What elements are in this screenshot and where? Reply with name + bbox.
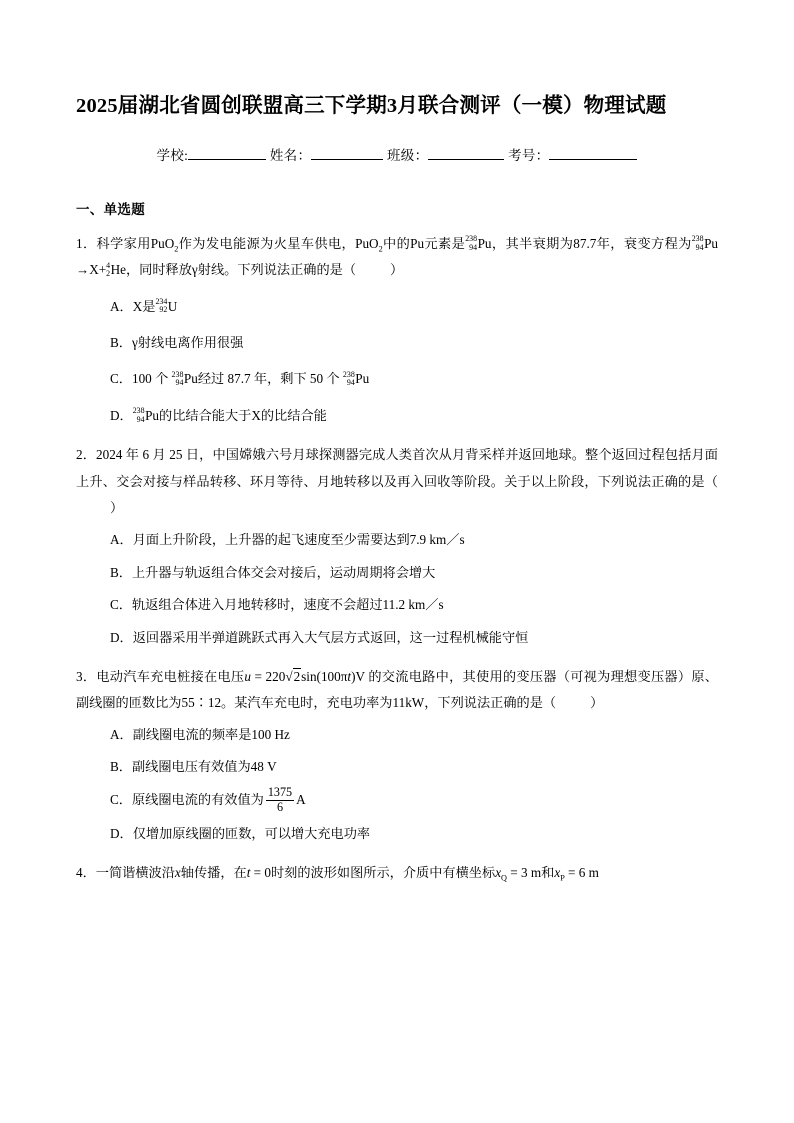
q3-text-b: = 220 (250, 669, 286, 685)
q3-opt-a-label: A． (110, 726, 133, 742)
q1-opt-c-text-a: 100 个 (131, 371, 172, 387)
name-label: 姓名： (269, 147, 312, 163)
q2-opt-d-text: 返回器采用半弹道跳跃式再入大气层方式返回，这一过程机械能守恒 (132, 629, 529, 645)
q1-opt-c-iso1-atomic: 94 (175, 378, 184, 388)
q4-text-d: = 3 m和 (506, 864, 555, 880)
q1-opt-d-text: 的比结合能大于X的比结合能 (159, 407, 327, 423)
q1-opt-c-iso2-atomic: 94 (346, 378, 355, 388)
q3-radicand: 2 (293, 669, 301, 685)
school-blank[interactable] (188, 146, 266, 160)
q1-text-3: 中的Pu元素是 (382, 235, 466, 251)
exam-meta-line (76, 144, 718, 164)
q3-opt-a-text: 副线圈电流的频率是100 Hz (132, 726, 290, 742)
q3-frac-den: 6 (276, 799, 284, 814)
q2-number: 2 (76, 447, 83, 463)
q3-text-a: ．电动汽车充电桩接在电压 (82, 669, 245, 685)
q1-sub-2: 2 (378, 244, 383, 254)
q1-opt-a-text: X是 (132, 298, 156, 314)
q4-var-xq: x (495, 864, 502, 880)
q4-var-t: t (246, 864, 251, 880)
q2-opt-c-text: 轨返组合体进入月地转移时，速度不会超过11.2 km／s (131, 597, 444, 613)
q1-opt-a-iso-mass: 234 (155, 297, 168, 307)
question-3-option-a[interactable] (110, 722, 718, 748)
q3-opt-d-text: 仅增加原线圈的匝数，可以增大充电功率 (132, 825, 371, 841)
fraction-1375-6 (266, 786, 294, 814)
question-1-option-d[interactable] (110, 403, 718, 429)
exam-no-blank[interactable] (549, 146, 637, 160)
q1-iso1-mass: 238 (465, 234, 478, 244)
q2-text: ．2024 年 6 月 25 日，中国嫦娥六号月球探测器完成人类首次从月背采样并返回地球。整个返回过程包括月面上升、交会对接与样品转移、环月等待、月地转移以及再入回收等阶段。关于以上阶段，下列说法正确的是（ (76, 447, 718, 489)
question-4-stem (76, 860, 718, 886)
question-2-stem (76, 442, 718, 521)
q1-opt-d-iso-atomic: 94 (136, 414, 145, 424)
q4-text-b: 轴传播，在 (180, 864, 247, 880)
q1-number: 1 (76, 235, 83, 251)
q1-opt-a-iso-atomic: 92 (159, 305, 168, 315)
q2-opt-c-label: C． (110, 597, 132, 613)
q1-opt-d-iso-mass: 238 (132, 406, 145, 416)
section-title: 一、单选题 (76, 201, 145, 217)
q1-iso3-mass: 4 (106, 260, 111, 270)
q1-opt-b-label: B． (110, 335, 132, 351)
q1-opt-c-iso2-symbol: Pu (355, 371, 370, 387)
q1-iso1-atomic: 94 (469, 242, 478, 252)
q3-text-c: sin(100π (301, 669, 348, 685)
q3-text-end: ） (590, 694, 604, 710)
question-1-option-b[interactable] (110, 330, 718, 356)
isotope-pu238-d (133, 403, 159, 429)
q3-frac-num: 1375 (267, 785, 293, 800)
question-3-option-b[interactable] (110, 754, 718, 780)
name-blank[interactable] (311, 146, 383, 160)
q1-text-1: ．科学家用PuO (82, 235, 175, 251)
question-2-option-b[interactable] (110, 560, 718, 586)
q2-opt-b-text: 上升器与轨返组合体交会对接后，运动周期将会增大 (131, 564, 436, 580)
question-1-stem (76, 231, 718, 284)
q1-opt-d-label: D． (110, 407, 133, 423)
q1-opt-a-iso-symbol: U (167, 298, 178, 314)
isotope-pu238-c2 (343, 366, 369, 392)
question-1-option-c[interactable] (110, 366, 718, 392)
q1-product: X+ (89, 262, 107, 278)
q1-iso3-atomic: 2 (106, 268, 111, 278)
question-2-option-a[interactable] (110, 527, 718, 553)
q1-sub-1: 2 (174, 244, 179, 254)
q4-number: 4 (76, 864, 83, 880)
q4-var-xq-sub: Q (501, 873, 507, 883)
q3-opt-b-text: 副线圈电压有效值为48 V (131, 758, 277, 774)
q1-opt-c-text-b: 经过 87.7 年，剩下 50 个 (197, 371, 343, 387)
q4-var-x: x (174, 864, 181, 880)
q1-iso3-symbol: He (110, 262, 126, 278)
sqrt-symbol: √2 (285, 669, 301, 685)
q3-var-t: t (347, 669, 352, 685)
q1-opt-a-label: A． (110, 298, 133, 314)
q3-opt-c-label: C． (110, 792, 132, 808)
q1-opt-c-label: C． (110, 371, 132, 387)
q1-text-end: ） (390, 262, 404, 278)
question-2-option-c[interactable] (110, 592, 718, 618)
q2-opt-b-label: B． (110, 564, 132, 580)
q1-opt-d-iso-symbol: Pu (145, 407, 160, 423)
q4-var-xp-sub: P (560, 873, 565, 883)
isotope-pu238-b (692, 231, 718, 257)
q1-arrow: → (76, 262, 90, 278)
q2-opt-a-label: A． (110, 532, 133, 548)
exam-no-label: 考号： (508, 147, 550, 163)
question-3-option-d[interactable] (110, 821, 718, 847)
q1-iso2-atomic: 94 (695, 242, 704, 252)
q1-iso2-symbol: Pu (704, 235, 719, 251)
q4-text-c: = 0时刻的波形如图所示，介质中有横坐标 (250, 864, 496, 880)
isotope-he4 (106, 257, 126, 283)
q1-iso1-symbol: Pu (477, 235, 492, 251)
q3-opt-d-label: D． (110, 825, 133, 841)
q3-number: 3 (76, 669, 83, 685)
isotope-u234 (155, 294, 177, 320)
q1-opt-b-text: γ射线电离作用很强 (131, 335, 244, 351)
page-title: 2025届湖北省圆创联盟高三下学期3月联合测评（一模）物理试题 (76, 95, 667, 117)
class-label: 班级： (386, 147, 429, 163)
q1-text-4: ，其半衰期为87.7年，衰变方程为 (491, 235, 692, 251)
school-label: 学校: (156, 147, 189, 163)
q4-text-a: ．一简谐横波沿 (82, 864, 175, 880)
q3-opt-b-label: B． (110, 758, 132, 774)
q3-opt-c-text-a: 原线圈电流的有效值为 (131, 792, 264, 808)
q1-text-5: ，同时释放γ射线。下列说法正确的是（ (126, 262, 357, 278)
q4-text-e: = 6 m (564, 864, 599, 880)
question-1-option-a[interactable] (110, 294, 718, 320)
q1-opt-c-iso2-mass: 238 (342, 369, 355, 379)
question-2-option-d[interactable] (110, 625, 718, 651)
q2-opt-d-label: D． (110, 629, 133, 645)
class-blank[interactable] (428, 146, 504, 160)
isotope-pu238-a (465, 231, 491, 257)
q3-var-u: u (244, 669, 251, 685)
isotope-pu238-c1 (172, 366, 198, 392)
q1-opt-c-iso1-symbol: Pu (183, 371, 198, 387)
q1-iso2-mass: 238 (691, 234, 704, 244)
q2-text-end: ） (110, 500, 124, 516)
q1-opt-c-iso1-mass: 238 (171, 369, 184, 379)
q3-text-d: )V 的交流电路中，其使用的变压器（可视为理想变压器）原、副线圈的匝数比为55∶12。某汽车充电时，充电功率为11kW，下列说法正确的是（ (76, 669, 718, 710)
q1-text-2: 作为发电能源为火星车供电，PuO (178, 235, 379, 251)
question-3-stem (76, 664, 718, 715)
question-3-option-c[interactable] (110, 786, 718, 814)
q4-var-xp: x (554, 864, 561, 880)
q3-opt-c-text-b: A (296, 792, 306, 808)
q2-opt-a-text: 月面上升阶段，上升器的起飞速度至少需要达到7.9 km／s (132, 532, 465, 548)
